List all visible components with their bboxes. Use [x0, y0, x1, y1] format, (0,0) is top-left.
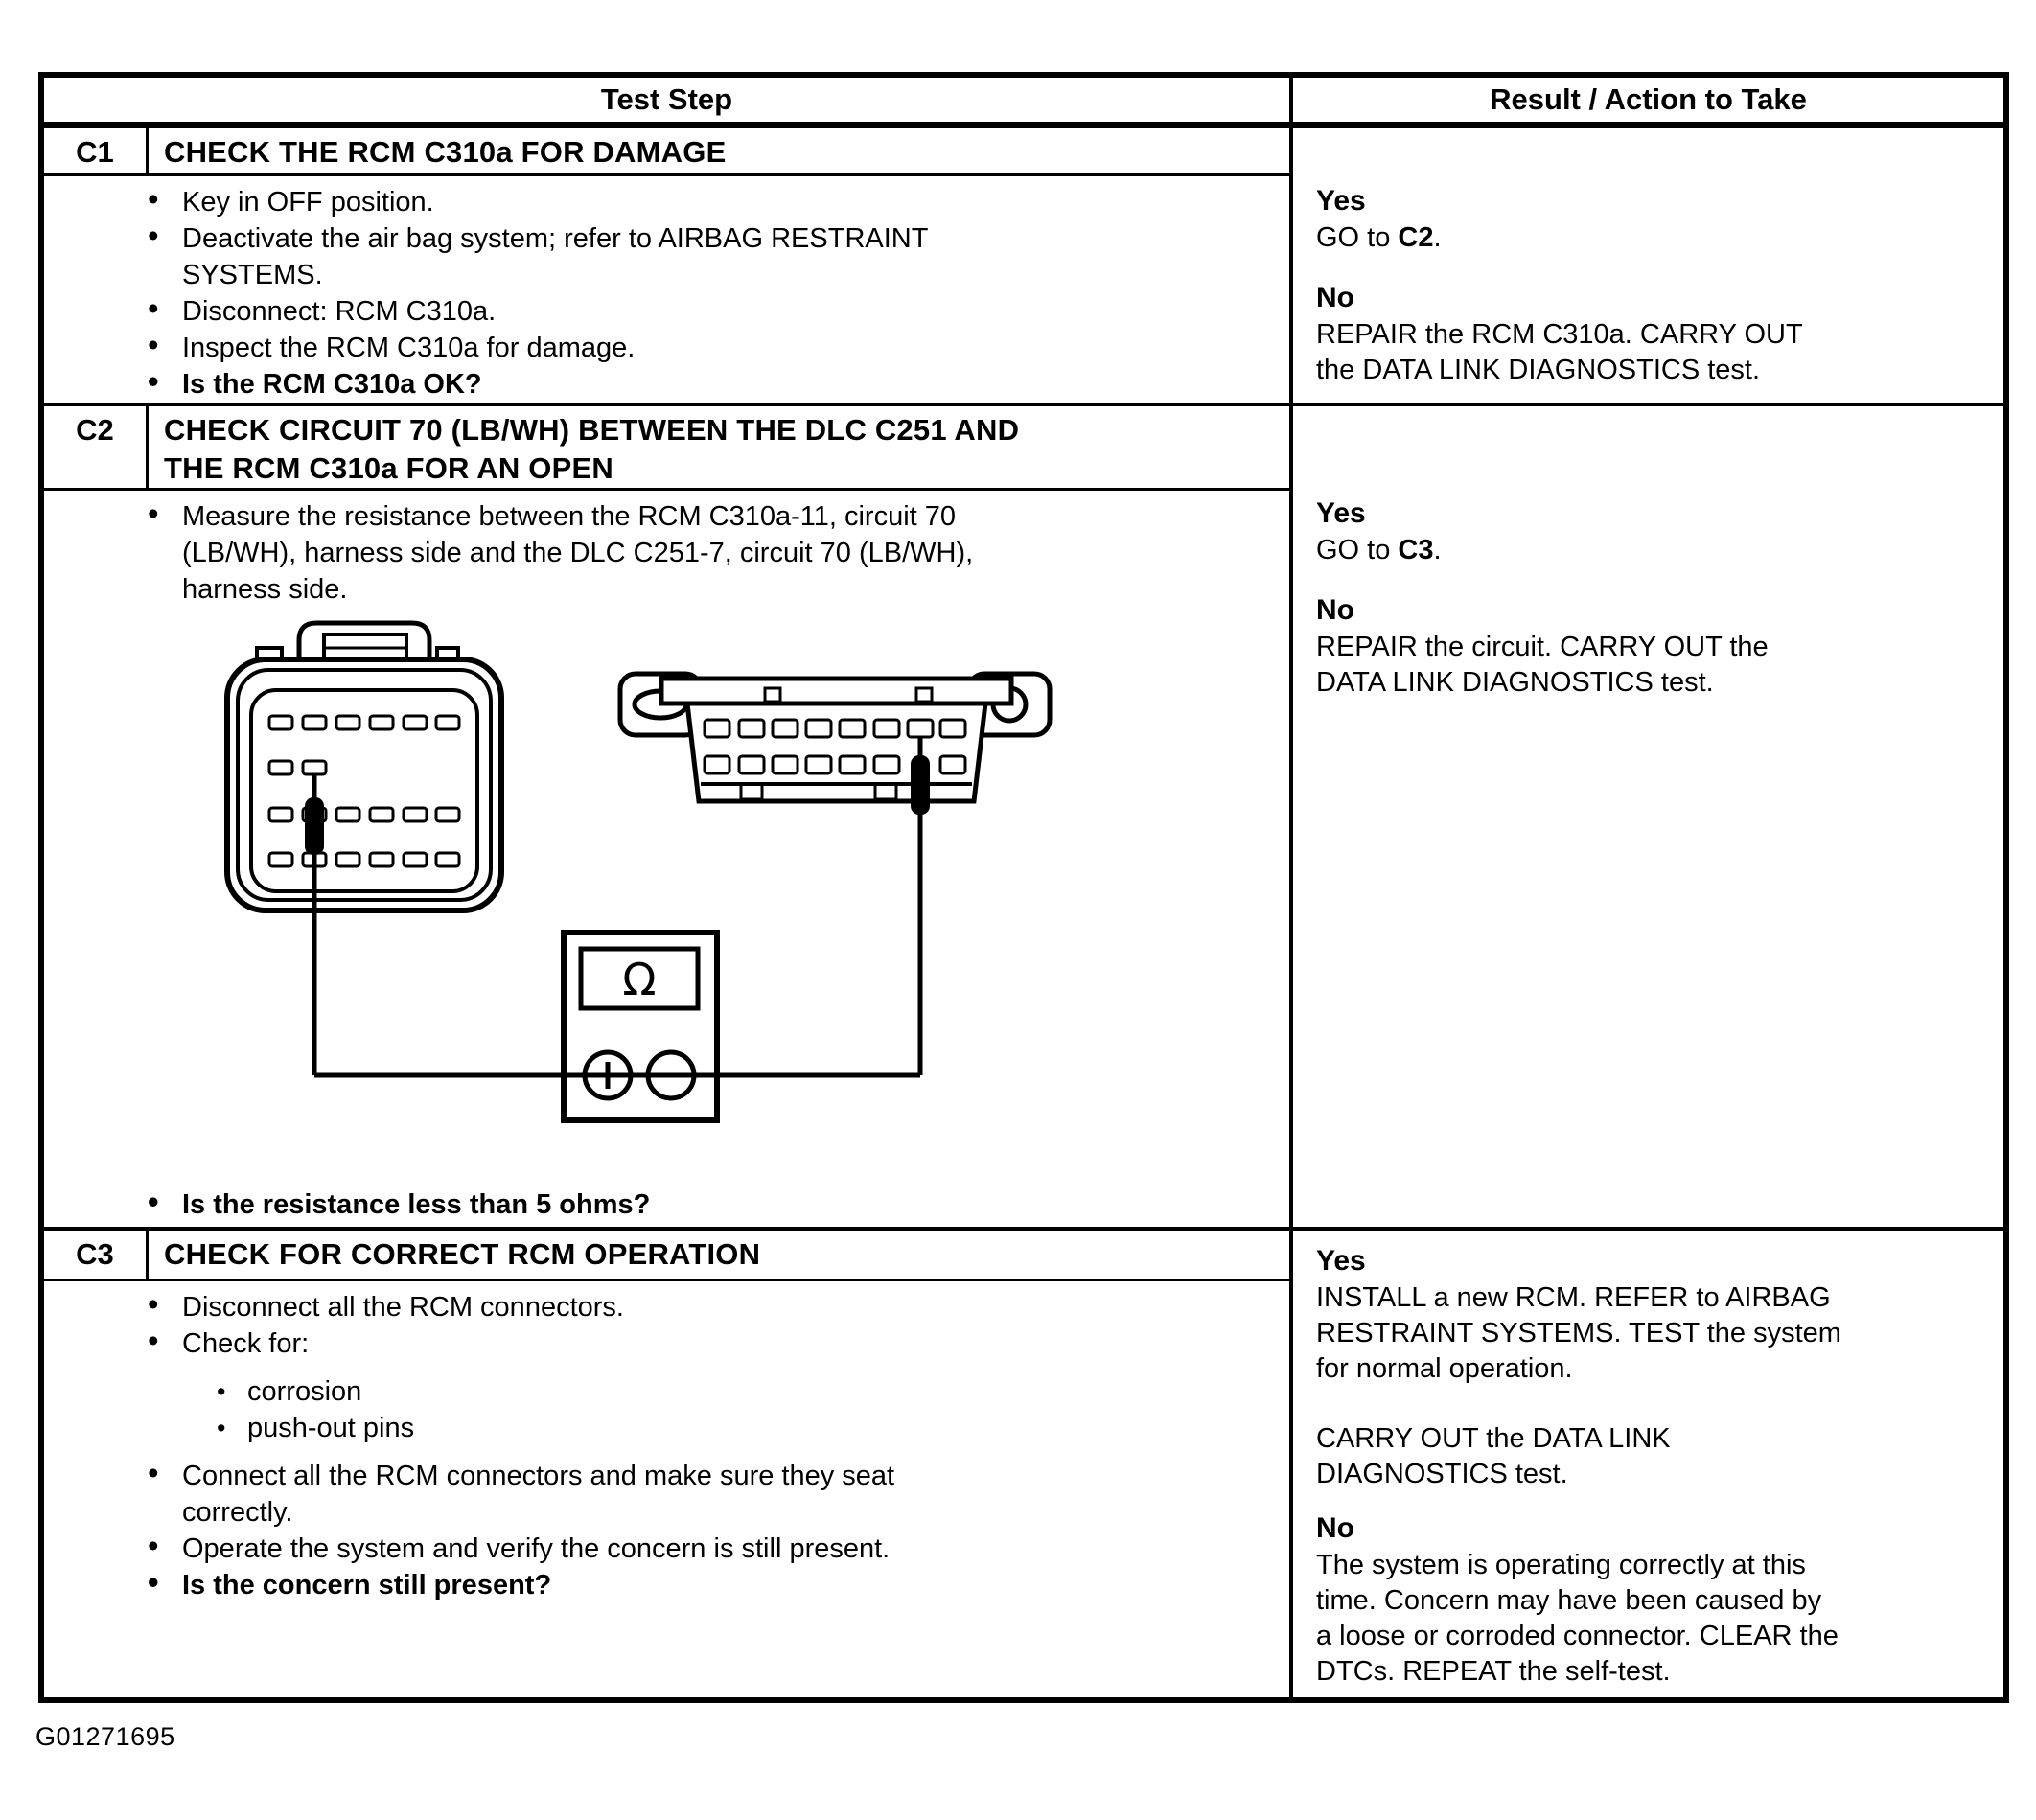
result-action-cell — [1293, 1231, 2003, 1697]
result-action-cell — [1293, 406, 2003, 1227]
list-item: • Connect all the RCM connectors and make sure they seat correctly. — [140, 1458, 1289, 1531]
list-item: • Measure the resistance between the RCM C310a-11, circuit 70 (LB/WH), harness side and the DLC C251-7, circuit 70 (LB/WH), harness side. — [140, 498, 1289, 608]
result-no-action: The system is operating correctly at this time. Concern may have been caused by a loose or corroded connector. CLEAR the DTCs. REPEAT the self-test. — [1316, 1550, 1839, 1687]
step-id: C3 — [44, 1231, 149, 1279]
step-title: CHECK THE RCM C310a FOR DAMAGE — [164, 135, 727, 169]
step-title: CHECK FOR CORRECT RCM OPERATION — [164, 1237, 761, 1271]
sub-list — [213, 1373, 1289, 1446]
test-step-row-c2 — [44, 403, 2003, 1227]
result-no-label: No — [1316, 1512, 1354, 1544]
step-question: • Is the RCM C310a OK? — [140, 366, 1289, 403]
result-action-cell — [1293, 128, 2003, 403]
step-id: C1 — [44, 128, 149, 173]
ohmmeter-icon — [314, 933, 920, 1120]
test-probe-left — [305, 797, 324, 855]
result-yes-action: GO to C3. — [1316, 535, 1442, 565]
ohm-symbol: Ω — [622, 954, 657, 1005]
list-item: • Disconnect all the RCM connectors. — [140, 1289, 1289, 1325]
resistance-test-diagram — [144, 613, 1246, 1150]
result-yes-label: Yes — [1316, 1245, 1366, 1277]
test-step-row-c3 — [44, 1227, 2003, 1697]
step-title-row — [44, 128, 1289, 176]
result-yes-action: GO to C2. — [1316, 222, 1442, 253]
result-no-label: No — [1316, 282, 1354, 313]
list-item: • Key in OFF position. — [140, 184, 1289, 220]
list-item: • Operate the system and verify the concern is still present. — [140, 1531, 1289, 1567]
result-yes-label: Yes — [1316, 185, 1366, 217]
sub-list-item: • corrosion — [213, 1373, 1289, 1410]
step-question: • Is the resistance less than 5 ohms? — [140, 1186, 650, 1223]
step-title-row — [44, 1231, 1289, 1281]
test-step-row-c1 — [44, 125, 2003, 403]
list-item: • Deactivate the air bag system; refer to AIRBAG RESTRAINT SYSTEMS. — [140, 220, 1289, 293]
column-header-result-action: Result / Action to Take — [1490, 82, 1807, 116]
sub-list-item: • push-out pins — [213, 1410, 1289, 1446]
result-no-action: REPAIR the circuit. CARRY OUT the DATA LINK DIAGNOSTICS test. — [1316, 632, 1769, 698]
step-question: • Is the concern still present? — [140, 1567, 1289, 1603]
list-item: • Check for: — [140, 1325, 1289, 1362]
step-id: C2 — [44, 406, 149, 488]
result-yes-action: INSTALL a new RCM. REFER to AIRBAG RESTRAINT SYSTEMS. TEST the system for normal operation. — [1316, 1282, 1841, 1384]
result-yes-label: Yes — [1316, 497, 1366, 529]
step-title: CHECK CIRCUIT 70 (LB/WH) BETWEEN THE DLC C251 AND THE RCM C310a FOR AN OPEN — [164, 413, 1020, 485]
figure-code: G01271695 — [35, 1722, 175, 1751]
step-instructions — [44, 176, 1289, 403]
pinpoint-test-table — [38, 72, 2009, 1703]
result-carry-out-action: CARRY OUT the DATA LINK DIAGNOSTICS test. — [1316, 1423, 1671, 1489]
rcm-connector-icon — [227, 623, 501, 910]
list-item: • Disconnect: RCM C310a. — [140, 293, 1289, 330]
list-item: • Inspect the RCM C310a for damage. — [140, 330, 1289, 366]
test-probe-right — [911, 755, 930, 815]
step-title-row — [44, 406, 1289, 491]
dlc-connector-icon — [620, 674, 1050, 801]
step-instructions — [44, 491, 1289, 1227]
result-no-action: REPAIR the RCM C310a. CARRY OUT the DATA LINK DIAGNOSTICS test. — [1316, 319, 1803, 385]
result-no-label: No — [1316, 594, 1354, 626]
step-instructions — [44, 1281, 1289, 1697]
column-header-test-step: Test Step — [44, 78, 1293, 122]
table-header-row — [44, 78, 2003, 125]
